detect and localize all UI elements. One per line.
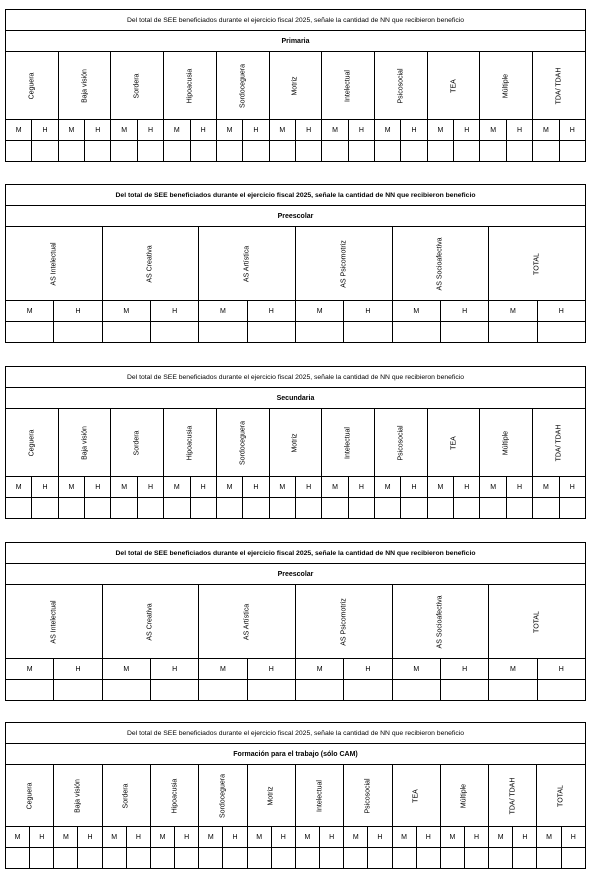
- sex-label-h: H: [440, 301, 488, 322]
- sex-label-m: M: [427, 477, 453, 498]
- sex-label-h: H: [190, 120, 216, 141]
- sex-label-h: H: [440, 659, 488, 680]
- entry-cell[interactable]: [6, 322, 54, 343]
- sex-label-h: H: [537, 659, 585, 680]
- entry-cell[interactable]: [295, 680, 343, 701]
- category-header: [344, 765, 392, 827]
- sex-label-m: M: [295, 827, 319, 848]
- category-label: Múltiple: [502, 73, 510, 98]
- entry-cell[interactable]: [537, 848, 561, 869]
- category-label: Ceguera: [28, 72, 36, 99]
- entry-cell[interactable]: [295, 498, 321, 519]
- category-header: [6, 585, 103, 659]
- entry-cell[interactable]: [454, 498, 480, 519]
- sex-label-m: M: [216, 120, 242, 141]
- category-label: Intelectual: [316, 779, 324, 812]
- entry-cell[interactable]: [401, 498, 427, 519]
- sex-label-m: M: [322, 477, 348, 498]
- entry-cell[interactable]: [54, 848, 78, 869]
- sex-label-m: M: [427, 120, 453, 141]
- sex-label-m: M: [269, 120, 295, 141]
- sex-label-m: M: [111, 120, 137, 141]
- category-header: [533, 409, 586, 477]
- sex-label-h: H: [247, 659, 295, 680]
- sex-label-m: M: [489, 827, 513, 848]
- entry-cell[interactable]: [6, 680, 54, 701]
- category-header: [295, 765, 343, 827]
- sex-label-h: H: [454, 477, 480, 498]
- category-header: [102, 765, 150, 827]
- sex-label-h: H: [368, 827, 392, 848]
- entry-cell[interactable]: [85, 498, 111, 519]
- category-header: [164, 52, 217, 120]
- entry-cell[interactable]: [348, 498, 374, 519]
- category-header: [392, 227, 489, 301]
- category-label: Psicosocial: [397, 424, 405, 461]
- entry-cell[interactable]: [533, 498, 559, 519]
- entry-cell[interactable]: [348, 141, 374, 162]
- entry-cell[interactable]: [54, 680, 102, 701]
- sex-label-h: H: [344, 659, 392, 680]
- category-header: [322, 52, 375, 120]
- sex-label-m: M: [392, 301, 440, 322]
- category-header: [58, 52, 111, 120]
- category-label: Sordoceguera: [219, 773, 227, 818]
- sex-label-m: M: [111, 477, 137, 498]
- category-label: Ceguera: [26, 782, 34, 809]
- sex-label-h: H: [247, 301, 295, 322]
- entry-cell[interactable]: [513, 848, 537, 869]
- sex-label-m: M: [295, 301, 343, 322]
- data-table: [5, 184, 586, 343]
- entry-cell[interactable]: [344, 848, 368, 869]
- sex-label-h: H: [54, 659, 102, 680]
- category-label: Hipoacusia: [186, 68, 194, 103]
- entry-cell[interactable]: [190, 141, 216, 162]
- category-label: TOTAL: [557, 784, 565, 807]
- sex-label-h: H: [190, 477, 216, 498]
- entry-cell[interactable]: [295, 322, 343, 343]
- education-level: Preescolar: [6, 564, 586, 585]
- sex-label-m: M: [480, 477, 506, 498]
- category-label: Sordera: [133, 430, 141, 455]
- entry-cell[interactable]: [6, 498, 32, 519]
- sex-label-m: M: [102, 659, 150, 680]
- entry-cell[interactable]: [392, 848, 416, 869]
- sex-label-m: M: [322, 120, 348, 141]
- entry-cell[interactable]: [269, 141, 295, 162]
- entry-cell[interactable]: [375, 498, 401, 519]
- entry-cell[interactable]: [6, 848, 30, 869]
- sex-label-h: H: [344, 301, 392, 322]
- education-level: Preescolar: [6, 206, 586, 227]
- sex-label-h: H: [416, 827, 440, 848]
- sex-label-h: H: [30, 827, 54, 848]
- category-header: [295, 585, 392, 659]
- entry-cell[interactable]: [533, 141, 559, 162]
- sex-label-h: H: [54, 301, 102, 322]
- category-label: Sordoceguera: [239, 420, 247, 465]
- sex-label-m: M: [199, 301, 247, 322]
- entry-cell[interactable]: [344, 680, 392, 701]
- category-header: [111, 409, 164, 477]
- category-header: [102, 585, 199, 659]
- entry-cell[interactable]: [199, 322, 247, 343]
- category-header: [216, 409, 269, 477]
- entry-cell[interactable]: [78, 848, 102, 869]
- entry-cell[interactable]: [216, 498, 242, 519]
- sex-label-m: M: [392, 827, 416, 848]
- category-header: [269, 409, 322, 477]
- category-label: Hipoacusia: [186, 425, 194, 460]
- entry-cell[interactable]: [150, 322, 198, 343]
- sex-label-h: H: [401, 477, 427, 498]
- category-header: [102, 227, 199, 301]
- table-title: Del total de SEE beneficiados durante el ejercicio fiscal 2025, señale la cantidad de NN que recibieron beneficio: [6, 10, 586, 31]
- entry-cell[interactable]: [164, 498, 190, 519]
- sex-label-h: H: [295, 477, 321, 498]
- entry-cell[interactable]: [506, 498, 532, 519]
- category-header: [6, 227, 103, 301]
- entry-cell[interactable]: [85, 141, 111, 162]
- entry-cell[interactable]: [427, 498, 453, 519]
- entry-cell[interactable]: [137, 141, 163, 162]
- category-label: AS Creativa: [146, 602, 154, 641]
- data-table: [5, 722, 586, 869]
- entry-cell[interactable]: [216, 141, 242, 162]
- category-header: [199, 585, 296, 659]
- sex-label-h: H: [32, 120, 58, 141]
- category-label: AS Artística: [243, 245, 251, 282]
- sex-label-m: M: [489, 659, 537, 680]
- entry-cell[interactable]: [559, 498, 585, 519]
- sex-label-m: M: [199, 659, 247, 680]
- category-label: Sordoceguera: [239, 63, 247, 108]
- category-label: AS Intelectual: [50, 599, 58, 644]
- category-header: [427, 409, 480, 477]
- category-label: AS Psicomotriz: [340, 239, 348, 288]
- entry-cell[interactable]: [271, 848, 295, 869]
- entry-cell[interactable]: [561, 848, 585, 869]
- entry-cell[interactable]: [54, 322, 102, 343]
- category-header: [375, 52, 428, 120]
- sex-label-h: H: [243, 477, 269, 498]
- category-label: Múltiple: [502, 430, 510, 455]
- category-label: Psicosocial: [397, 67, 405, 104]
- category-label: AS Intelectual: [50, 241, 58, 286]
- entry-cell[interactable]: [489, 680, 537, 701]
- sex-label-m: M: [489, 301, 537, 322]
- entry-cell[interactable]: [243, 498, 269, 519]
- sex-label-h: H: [137, 477, 163, 498]
- entry-cell[interactable]: [480, 498, 506, 519]
- sex-label-m: M: [295, 659, 343, 680]
- category-header: [375, 409, 428, 477]
- entry-cell[interactable]: [537, 680, 585, 701]
- sex-label-h: H: [537, 301, 585, 322]
- category-header: [199, 227, 296, 301]
- data-table: [5, 542, 586, 701]
- entry-cell[interactable]: [164, 141, 190, 162]
- category-header: [489, 765, 537, 827]
- entry-cell[interactable]: [190, 498, 216, 519]
- sex-label-h: H: [223, 827, 247, 848]
- entry-cell[interactable]: [150, 680, 198, 701]
- sex-label-h: H: [559, 477, 585, 498]
- category-label: AS Socioafectiva: [436, 595, 444, 648]
- category-header: [199, 765, 247, 827]
- entry-cell[interactable]: [427, 141, 453, 162]
- sex-label-m: M: [58, 477, 84, 498]
- sex-label-m: M: [440, 827, 464, 848]
- sex-label-h: H: [506, 477, 532, 498]
- beneficiary-table-4: [5, 542, 586, 701]
- sex-label-m: M: [6, 477, 32, 498]
- sex-label-h: H: [348, 477, 374, 498]
- entry-cell[interactable]: [126, 848, 150, 869]
- entry-cell[interactable]: [243, 141, 269, 162]
- category-label: Baja visión: [81, 425, 89, 460]
- sex-label-m: M: [58, 120, 84, 141]
- category-header: [440, 765, 488, 827]
- category-header: [247, 765, 295, 827]
- category-label: Baja visión: [81, 68, 89, 103]
- category-header: [58, 409, 111, 477]
- entry-cell[interactable]: [58, 141, 84, 162]
- category-label: TDA/ TDAH: [555, 424, 563, 461]
- sex-label-m: M: [102, 827, 126, 848]
- entry-cell[interactable]: [392, 680, 440, 701]
- sex-label-h: H: [401, 120, 427, 141]
- entry-cell[interactable]: [199, 680, 247, 701]
- entry-cell[interactable]: [344, 322, 392, 343]
- sex-label-m: M: [199, 827, 223, 848]
- sex-label-m: M: [6, 659, 54, 680]
- entry-cell[interactable]: [247, 680, 295, 701]
- category-header: [164, 409, 217, 477]
- table-title: Del total de SEE beneficiados durante el ejercicio fiscal 2025, señale la cantidad de NN que recibieron beneficio: [6, 185, 586, 206]
- sex-label-h: H: [561, 827, 585, 848]
- sex-label-m: M: [6, 120, 32, 141]
- education-level: Formación para el trabajo (sólo CAM): [6, 744, 586, 765]
- entry-cell[interactable]: [322, 141, 348, 162]
- entry-cell[interactable]: [416, 848, 440, 869]
- education-level: Secundaria: [6, 388, 586, 409]
- entry-cell[interactable]: [401, 141, 427, 162]
- category-label: TOTAL: [533, 610, 541, 633]
- category-header: [6, 52, 59, 120]
- sex-label-h: H: [559, 120, 585, 141]
- category-header: [489, 585, 586, 659]
- sex-label-h: H: [78, 827, 102, 848]
- category-header: [6, 409, 59, 477]
- category-label: Motriz: [291, 75, 299, 96]
- category-label: Hipoacusia: [171, 778, 179, 813]
- sex-label-m: M: [247, 827, 271, 848]
- category-header: [6, 765, 54, 827]
- education-level: Primaria: [6, 31, 586, 52]
- sex-label-m: M: [54, 827, 78, 848]
- entry-cell[interactable]: [506, 141, 532, 162]
- table-title: Del total de SEE beneficiados durante el ejercicio fiscal 2025, señale la cantidad de NN que recibieron beneficio: [6, 723, 586, 744]
- sex-label-h: H: [243, 120, 269, 141]
- category-label: TEA: [450, 78, 458, 93]
- entry-cell[interactable]: [30, 848, 54, 869]
- entry-cell[interactable]: [223, 848, 247, 869]
- entry-cell[interactable]: [32, 141, 58, 162]
- category-label: TDA/ TDAH: [509, 777, 517, 814]
- sex-label-h: H: [320, 827, 344, 848]
- entry-cell[interactable]: [102, 848, 126, 869]
- category-header: [427, 52, 480, 120]
- sex-label-m: M: [6, 301, 54, 322]
- category-label: AS Artística: [243, 603, 251, 640]
- sex-label-h: H: [454, 120, 480, 141]
- entry-cell[interactable]: [375, 141, 401, 162]
- beneficiary-table-1: [5, 9, 586, 162]
- entry-cell[interactable]: [489, 322, 537, 343]
- entry-cell[interactable]: [175, 848, 199, 869]
- category-header: [322, 409, 375, 477]
- category-header: [480, 409, 533, 477]
- category-header: [295, 227, 392, 301]
- sex-label-h: H: [513, 827, 537, 848]
- entry-cell[interactable]: [440, 322, 488, 343]
- category-label: Motriz: [267, 785, 275, 806]
- category-label: TEA: [412, 788, 420, 803]
- sex-label-h: H: [271, 827, 295, 848]
- sex-label-m: M: [164, 477, 190, 498]
- category-header: [111, 52, 164, 120]
- entry-cell[interactable]: [480, 141, 506, 162]
- sex-label-m: M: [102, 301, 150, 322]
- entry-cell[interactable]: [102, 322, 150, 343]
- category-label: Psicosocial: [364, 777, 372, 814]
- entry-cell[interactable]: [559, 141, 585, 162]
- sex-label-m: M: [164, 120, 190, 141]
- entry-cell[interactable]: [295, 848, 319, 869]
- category-label: Motriz: [291, 432, 299, 453]
- category-label: Baja visión: [74, 778, 82, 813]
- category-label: AS Psicomotriz: [340, 597, 348, 646]
- sex-label-h: H: [348, 120, 374, 141]
- beneficiary-table-2: [5, 184, 586, 343]
- entry-cell[interactable]: [392, 322, 440, 343]
- entry-cell[interactable]: [322, 498, 348, 519]
- beneficiary-table-5: [5, 722, 586, 869]
- entry-cell[interactable]: [102, 680, 150, 701]
- category-label: AS Creativa: [146, 244, 154, 283]
- category-header: [537, 765, 586, 827]
- entry-cell[interactable]: [537, 322, 585, 343]
- category-label: TEA: [450, 435, 458, 450]
- sex-label-m: M: [344, 827, 368, 848]
- sex-label-m: M: [150, 827, 174, 848]
- entry-cell[interactable]: [6, 141, 32, 162]
- category-header: [392, 585, 489, 659]
- category-label: Sordera: [133, 73, 141, 98]
- entry-cell[interactable]: [199, 848, 223, 869]
- entry-cell[interactable]: [32, 498, 58, 519]
- sex-label-h: H: [150, 659, 198, 680]
- entry-cell[interactable]: [454, 141, 480, 162]
- entry-cell[interactable]: [247, 848, 271, 869]
- category-label: Intelectual: [344, 69, 352, 102]
- entry-cell[interactable]: [111, 498, 137, 519]
- category-header: [480, 52, 533, 120]
- entry-cell[interactable]: [440, 680, 488, 701]
- sex-label-h: H: [295, 120, 321, 141]
- sex-label-h: H: [85, 477, 111, 498]
- category-label: Sordera: [122, 783, 130, 808]
- entry-cell[interactable]: [295, 141, 321, 162]
- sex-label-h: H: [506, 120, 532, 141]
- category-header: [533, 52, 586, 120]
- category-label: TDA/ TDAH: [555, 67, 563, 104]
- entry-cell[interactable]: [58, 498, 84, 519]
- sex-label-h: H: [85, 120, 111, 141]
- sex-label-m: M: [216, 477, 242, 498]
- data-table: [5, 9, 586, 162]
- sex-label-h: H: [126, 827, 150, 848]
- table-title: Del total de SEE beneficiados durante el ejercicio fiscal 2025, señale la cantidad de NN que recibieron beneficio: [6, 543, 586, 564]
- data-table: [5, 366, 586, 519]
- category-header: [392, 765, 440, 827]
- category-header: [269, 52, 322, 120]
- sex-label-h: H: [464, 827, 488, 848]
- category-header: [150, 765, 198, 827]
- entry-cell[interactable]: [368, 848, 392, 869]
- table-title: Del total de SEE beneficiados durante el ejercicio fiscal 2025, señale la cantidad de NN que recibieron beneficio: [6, 367, 586, 388]
- sex-label-m: M: [269, 477, 295, 498]
- sex-label-m: M: [480, 120, 506, 141]
- entry-cell[interactable]: [137, 498, 163, 519]
- entry-cell[interactable]: [489, 848, 513, 869]
- beneficiary-table-3: [5, 366, 586, 519]
- entry-cell[interactable]: [269, 498, 295, 519]
- sex-label-h: H: [137, 120, 163, 141]
- sex-label-m: M: [375, 120, 401, 141]
- category-label: Intelectual: [344, 426, 352, 459]
- category-header: [216, 52, 269, 120]
- sex-label-h: H: [32, 477, 58, 498]
- category-header: [54, 765, 102, 827]
- category-header: [489, 227, 586, 301]
- sex-label-m: M: [537, 827, 561, 848]
- category-label: TOTAL: [533, 252, 541, 275]
- category-label: Ceguera: [28, 429, 36, 456]
- sex-label-m: M: [392, 659, 440, 680]
- entry-cell[interactable]: [111, 141, 137, 162]
- entry-cell[interactable]: [320, 848, 344, 869]
- category-label: AS Socioafectiva: [436, 237, 444, 290]
- entry-cell[interactable]: [440, 848, 464, 869]
- entry-cell[interactable]: [464, 848, 488, 869]
- sex-label-m: M: [375, 477, 401, 498]
- sex-label-m: M: [533, 477, 559, 498]
- sex-label-h: H: [175, 827, 199, 848]
- entry-cell[interactable]: [247, 322, 295, 343]
- category-label: Múltiple: [460, 783, 468, 808]
- sex-label-m: M: [533, 120, 559, 141]
- sex-label-h: H: [150, 301, 198, 322]
- sex-label-m: M: [6, 827, 30, 848]
- entry-cell[interactable]: [150, 848, 174, 869]
